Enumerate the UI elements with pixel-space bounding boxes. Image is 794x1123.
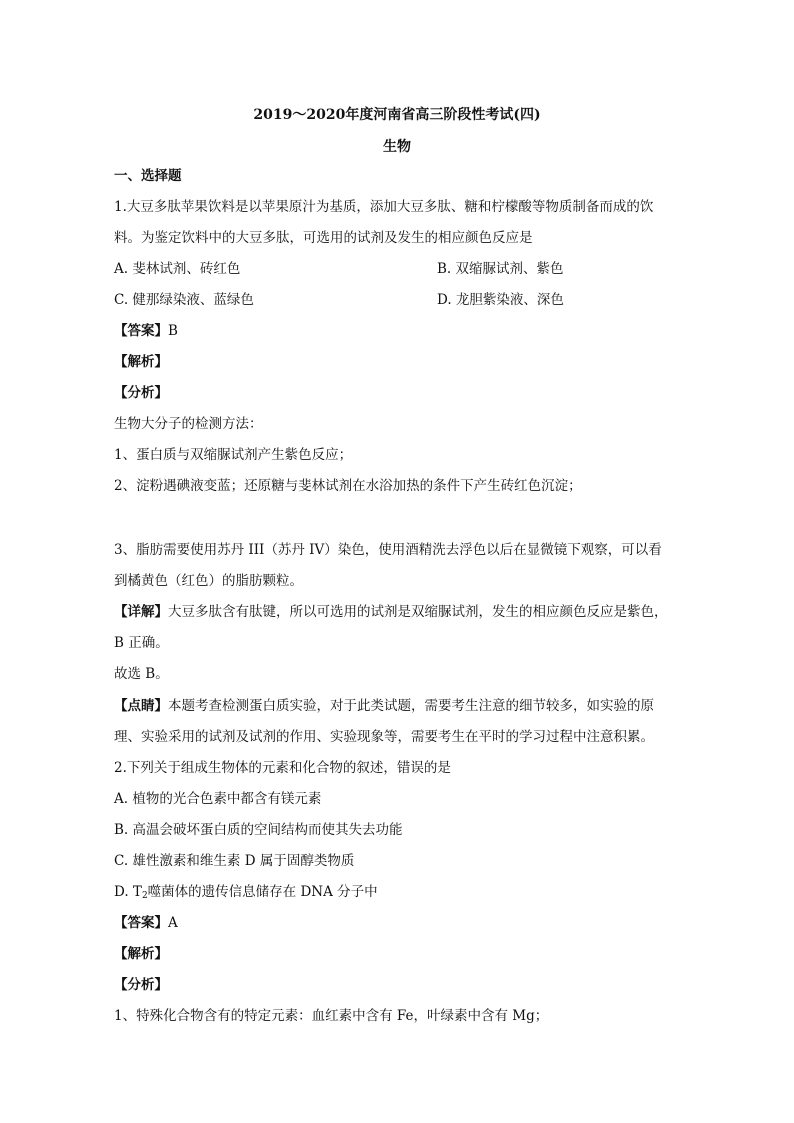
q2-analysis-label: 【解析】 xyxy=(114,946,168,962)
q1-option-a: A. 斐林试剂、砖红色 xyxy=(114,261,241,277)
q1-stem-line1: 1.大豆多肽苹果饮料是以苹果原汁为基质，添加大豆多肽、糖和柠檬酸等物质制备而成的饮 xyxy=(114,199,654,215)
q1-stem-line2: 料。为鉴定饮料中的大豆多肽，可选用的试剂及发生的相应颜色反应是 xyxy=(114,230,533,246)
q1-fenxi-label: 【分析】 xyxy=(114,385,168,401)
q1-point1: 1、蛋白质与双缩脲试剂产生紫色反应； xyxy=(114,447,353,463)
q1-detail-line1 xyxy=(114,603,694,621)
q2-answer-value: A xyxy=(168,915,178,931)
q1-comment-line1 xyxy=(114,697,694,715)
q2-option-a: A. 植物的光合色素中都含有镁元素 xyxy=(114,791,322,807)
q1-answer-value: B xyxy=(168,323,178,339)
q2-option-d-subscript: 2 xyxy=(141,891,148,901)
q2-option-d xyxy=(114,883,694,905)
q2-option-d-prefix: D. T xyxy=(114,884,142,900)
q1-comment-text: 本题考查检测蛋白质实验，对于此类试题，需要考生注意的细节较多，如实验的原 xyxy=(168,698,654,714)
q1-option-b: B. 双缩脲试剂、紫色 xyxy=(437,261,564,277)
q2-answer-label: 【答案】 xyxy=(114,915,168,931)
q1-answer-label: 【答案】 xyxy=(114,323,168,339)
q2-answer xyxy=(114,914,694,932)
q1-intro: 生物大分子的检测方法： xyxy=(114,416,263,432)
q1-comment-label: 【点睛】 xyxy=(114,698,168,714)
q1-detail-label: 【详解】 xyxy=(114,604,168,620)
q2-option-b: B. 高温会破坏蛋白质的空间结构而使其失去功能 xyxy=(114,822,403,838)
q1-point2: 2、淀粉遇碘液变蓝；还原糖与斐林试剂在水浴加热的条件下产生砖红色沉淀； xyxy=(114,478,582,494)
q1-answer xyxy=(114,322,694,340)
section-heading: 一、选择题 xyxy=(114,168,182,184)
subject-title: 生物 xyxy=(383,139,411,155)
q1-comment-line2: 理、实验采用的试剂及试剂的作用、实验现象等，需要考生在平时的学习过程中注意积累。 xyxy=(114,729,654,745)
q2-option-d-rest: 噬菌体的遗传信息储存在 DNA 分子中 xyxy=(147,884,378,900)
q1-analysis-label: 【解析】 xyxy=(114,354,168,370)
exam-title: 2019～2020年度河南省高三阶段性考试(四) xyxy=(253,107,541,123)
q1-point3-line2: 到橘黄色（红色）的脂肪颗粒。 xyxy=(114,573,303,589)
q2-stem: 2.下列关于组成生物体的元素和化合物的叙述，错误的是 xyxy=(114,760,451,776)
q2-point1: 1、特殊化合物含有的特定元素：血红素中含有 Fe，叶绿素中含有 Mg； xyxy=(114,1008,549,1024)
q1-detail-text: 大豆多肽含有肽键，所以可选用的试剂是双缩脲试剂，发生的相应颜色反应是紫色， xyxy=(168,604,668,620)
q1-option-c: C. 健那绿染液、蓝绿色 xyxy=(114,292,254,308)
q1-detail-line2: B 正确。 xyxy=(114,635,169,651)
q2-fenxi-label: 【分析】 xyxy=(114,977,168,993)
q1-conclusion: 故选 B。 xyxy=(114,666,169,682)
q2-option-c: C. 雄性激素和维生素 D 属于固醇类物质 xyxy=(114,853,355,869)
q1-option-d: D. 龙胆紫染液、深色 xyxy=(437,292,564,308)
q1-point3-line1: 3、脂肪需要使用苏丹 III（苏丹 IV）染色，使用酒精洗去浮色以后在显微镜下观察，可以看 xyxy=(114,542,662,558)
